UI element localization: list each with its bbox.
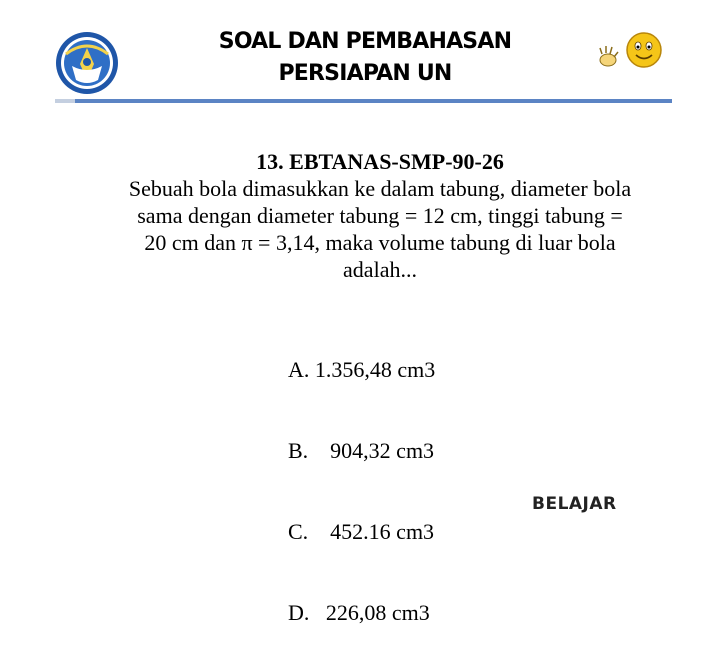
choice-b: B. 904,32 cm3 — [288, 438, 435, 463]
header-title-line-2: PERSIAPAN UN — [278, 61, 452, 86]
answer-choices — [288, 302, 435, 653]
header-divider — [55, 99, 672, 103]
waving-smiley-icon — [596, 30, 666, 74]
header-title — [140, 26, 590, 90]
footer-label: BELAJAR — [532, 494, 617, 514]
question-line-3: 20 cm dan π = 3,14, maka volume tabung di luar bola — [144, 230, 616, 255]
question-title: 13. EBTANAS-SMP-90-26 — [256, 149, 504, 174]
header-title-line-1: SOAL DAN PEMBAHASAN — [218, 29, 512, 54]
question-line-4: adalah... — [343, 257, 417, 282]
choice-c: C. 452.16 cm3 — [288, 519, 435, 544]
question-line-2: sama dengan diameter tabung = 12 cm, tinggi tabung = — [137, 203, 623, 228]
header-divider-accent — [55, 99, 75, 103]
question-block — [70, 148, 690, 283]
choice-a: A. 1.356,48 cm3 — [288, 357, 436, 382]
question-line-1: Sebuah bola dimasukkan ke dalam tabung, diameter bola — [128, 176, 632, 201]
tut-wuri-handayani-logo — [54, 30, 120, 96]
waving-hand-icon — [600, 46, 618, 66]
choice-d: D. 226,08 cm3 — [288, 600, 430, 625]
